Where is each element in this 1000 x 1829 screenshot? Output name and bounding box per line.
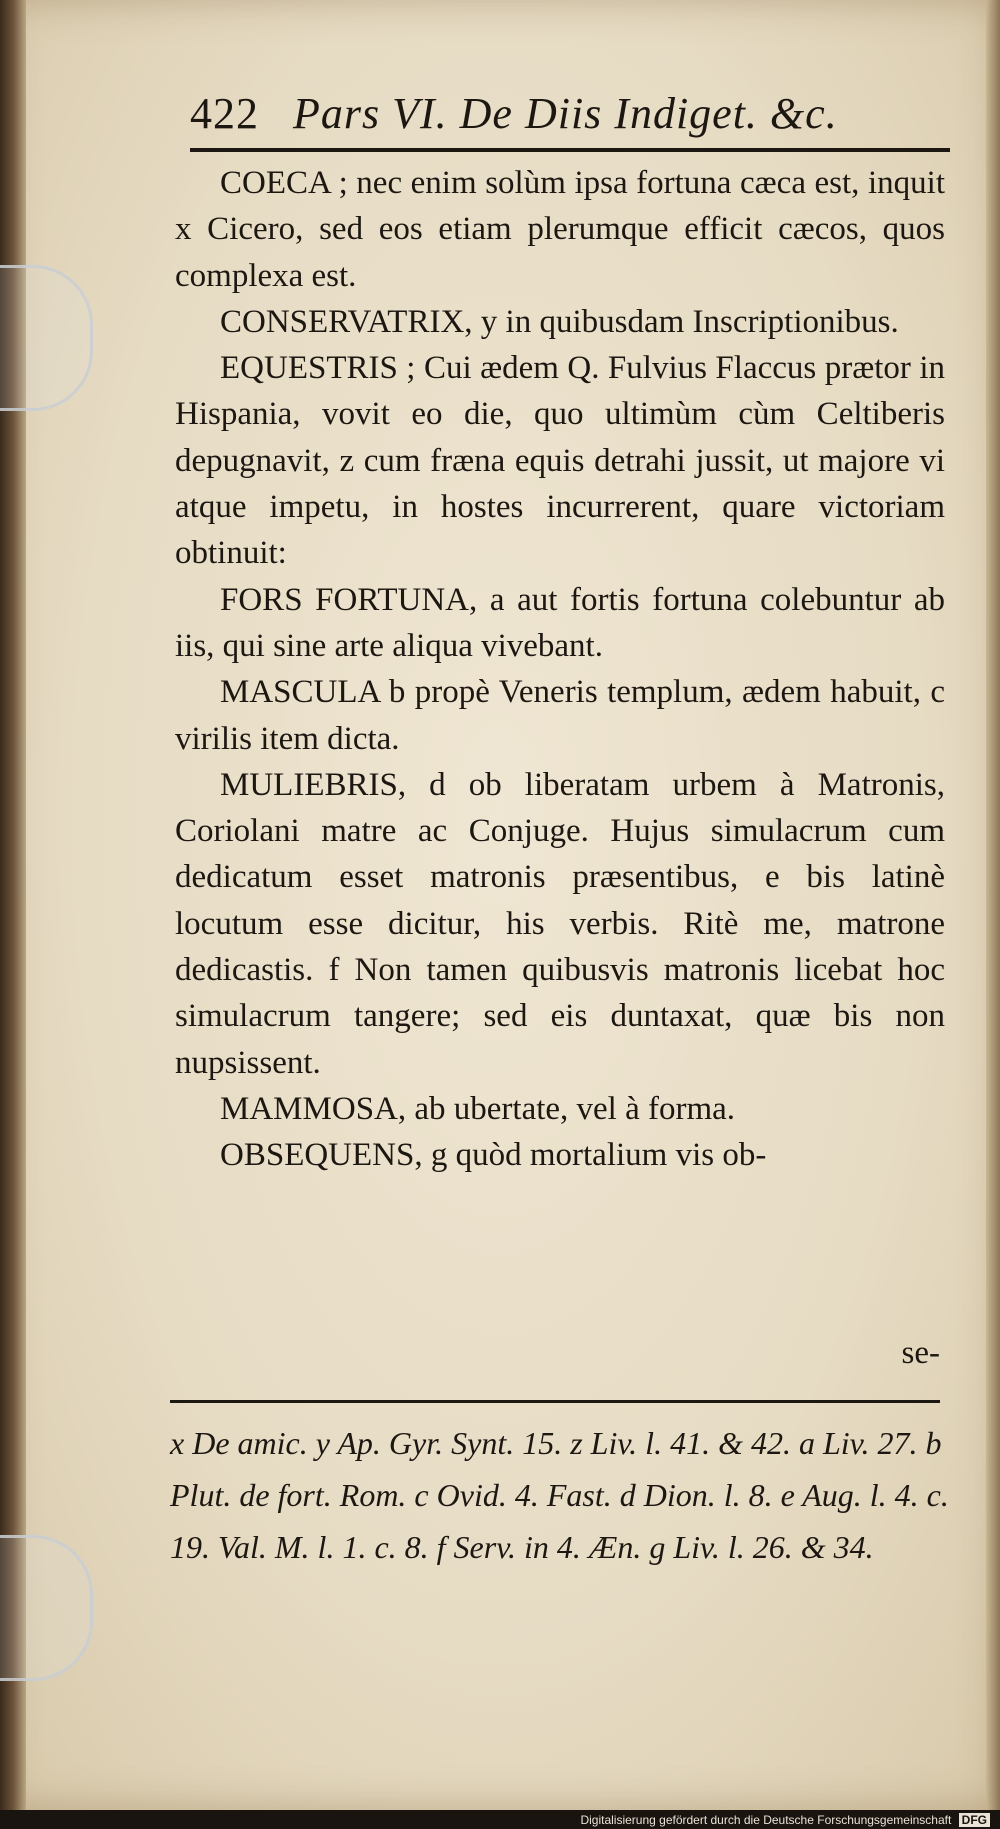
page-number: 422	[190, 89, 259, 138]
running-title: Pars VI. De Diis Indiget. &c.	[293, 89, 838, 138]
page-clip-bottom	[0, 1535, 93, 1681]
paragraph-mascula: MASCULA b propè Veneris templum, ædem habuit, c virilis item dicta.	[175, 674, 945, 757]
paragraph-fors-fortuna: FORS FORTUNA, a aut fortis fortuna colebuntur ab iis, qui sine arte aliqua vivebant.	[175, 581, 945, 664]
paragraph-mammosa: MAMMOSA, ab ubertate, vel à forma.	[220, 1090, 736, 1127]
paragraph-coeca: COECA ; nec enim solùm ipsa fortuna cæca est, inquit x Cicero, sed eos etiam plerumque efficit cæcos, quos complexa est.	[175, 165, 945, 294]
digitization-footer	[580, 1813, 990, 1827]
dfg-logo: DFG	[959, 1813, 990, 1827]
paragraph-conservatrix: CONSERVATRIX, y in quibusdam Inscriptionibus.	[220, 303, 899, 340]
page-clip-top	[0, 265, 93, 411]
header-rule	[190, 148, 950, 152]
paragraph-muliebris: MULIEBRIS, d ob liberatam urbem à Matronis, Coriolani matre ac Conjuge. Hujus simulacrum cum dedicatum esset matronis præsentibus, e bis latinè locutum esse dicitur, his verbis. Ritè me, matrone dedicastis. f Non tamen quibusvis matronis licebat hoc simulacrum tangere; sed eis duntaxat, quæ bis non nupsissent.	[175, 766, 945, 1081]
footnotes: x De amic. y Ap. Gyr. Synt. 15. z Liv. l. 41. & 42. a Liv. 27. b Plut. de fort. Rom. c Ovid. 4. Fast. d Dion. l. 8. e Aug. l. 4. c. 19. Val. M. l. 1. c. 8. f Serv. in 4. Æn. g Liv. l. 26. & 34.	[170, 1425, 949, 1565]
paragraph-equestris: EQUESTRIS ; Cui ædem Q. Fulvius Flaccus prætor in Hispania, vovit eo die, quo ultimùm cùm Celtiberis depugnavit, z cum fræna equis detrahi jussit, ut majore vi atque impetu, in hostes incurrerent, quare victoriam obtinuit:	[175, 350, 945, 572]
catchword: se-	[901, 1335, 940, 1371]
running-header	[190, 88, 950, 139]
paragraph-obsequens: OBSEQUENS, g quòd mortalium vis ob-	[220, 1137, 767, 1174]
footnote-rule	[170, 1400, 940, 1403]
page-edge	[986, 0, 1000, 1810]
body-text	[175, 160, 945, 1179]
footer-text: Digitalisierung gefördert durch die Deutsche Forschungsgemeinschaft	[580, 1813, 952, 1827]
